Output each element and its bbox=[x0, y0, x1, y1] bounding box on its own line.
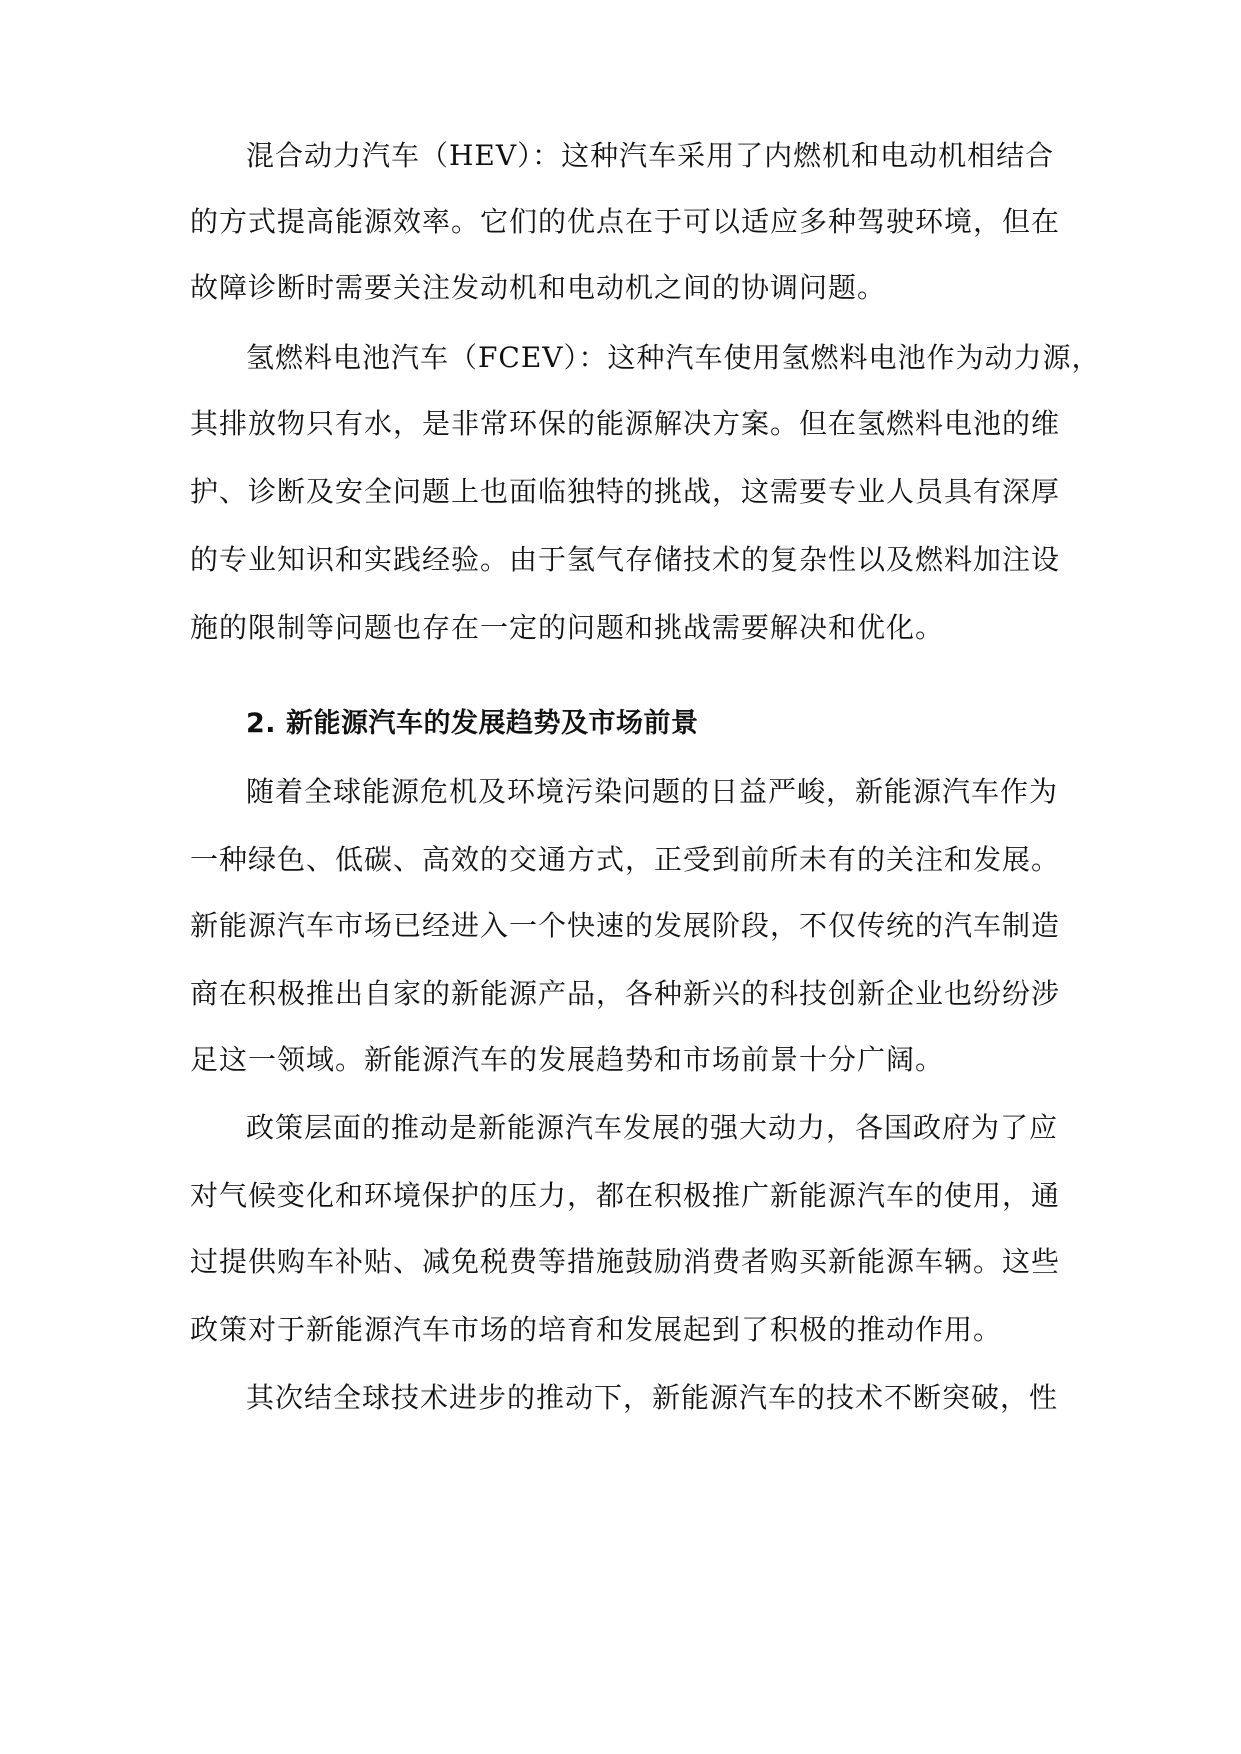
paragraph-trend-line-1: 随着全球能源危机及环境污染问题的日益严峻，新能源汽车作为 bbox=[246, 775, 1059, 808]
paragraph-technology-line-1: 其次结全球技术进步的推动下，新能源汽车的技术不断突破，性 bbox=[246, 1381, 1059, 1414]
paragraph-trend-line-4: 商在积极推出自家的新能源产品，各种新兴的科技创新企业也纷纷涉 bbox=[190, 977, 1061, 1010]
paragraph-trend-line-3: 新能源汽车市场已经进入一个快速的发展阶段，不仅传统的汽车制造 bbox=[190, 909, 1061, 942]
paragraph-trend-line-5: 足这一领域。新能源汽车的发展趋势和市场前景十分广阔。 bbox=[190, 1043, 945, 1076]
paragraph-fcev-line-2: 其排放物只有水，是非常环保的能源解决方案。但在氢燃料电池的维 bbox=[190, 407, 1061, 440]
paragraph-policy-line-2: 对气候变化和环境保护的压力，都在积极推广新能源汽车的使用，通 bbox=[190, 1179, 1061, 1212]
paragraph-hev-line-3: 故障诊断时需要关注发动机和电动机之间的协调问题。 bbox=[190, 271, 887, 304]
paragraph-fcev-line-3: 护、诊断及安全问题上也面临独特的挑战，这需要专业人员具有深厚 bbox=[190, 475, 1061, 508]
paragraph-trend-line-2: 一种绿色、低碳、高效的交通方式，正受到前所未有的关注和发展。 bbox=[190, 843, 1061, 876]
paragraph-fcev-line-4: 的专业知识和实践经验。由于氢气存储技术的复杂性以及燃料加注设 bbox=[190, 543, 1061, 576]
paragraph-fcev-line-1: 氢燃料电池汽车（FCEV）：这种汽车使用氢燃料电池作为动力源， bbox=[246, 341, 1101, 374]
paragraph-policy-line-4: 政策对于新能源汽车市场的培育和发展起到了积极的推动作用。 bbox=[190, 1313, 1003, 1346]
paragraph-hev-line-2: 的方式提高能源效率。它们的优点在于可以适应多种驾驶环境，但在 bbox=[190, 205, 1061, 238]
section-heading: 2. 新能源汽车的发展趋势及市场前景 bbox=[246, 708, 699, 739]
paragraph-fcev-line-5: 施的限制等问题也存在一定的问题和挑战需要解决和优化。 bbox=[190, 611, 945, 644]
paragraph-policy-line-1: 政策层面的推动是新能源汽车发展的强大动力，各国政府为了应 bbox=[246, 1111, 1059, 1144]
paragraph-policy-line-3: 过提供购车补贴、减免税费等措施鼓励消费者购买新能源车辆。这些 bbox=[190, 1245, 1061, 1278]
paragraph-hev-line-1: 混合动力汽车（HEV）：这种汽车采用了内燃机和电动机相结合 bbox=[246, 139, 1055, 172]
